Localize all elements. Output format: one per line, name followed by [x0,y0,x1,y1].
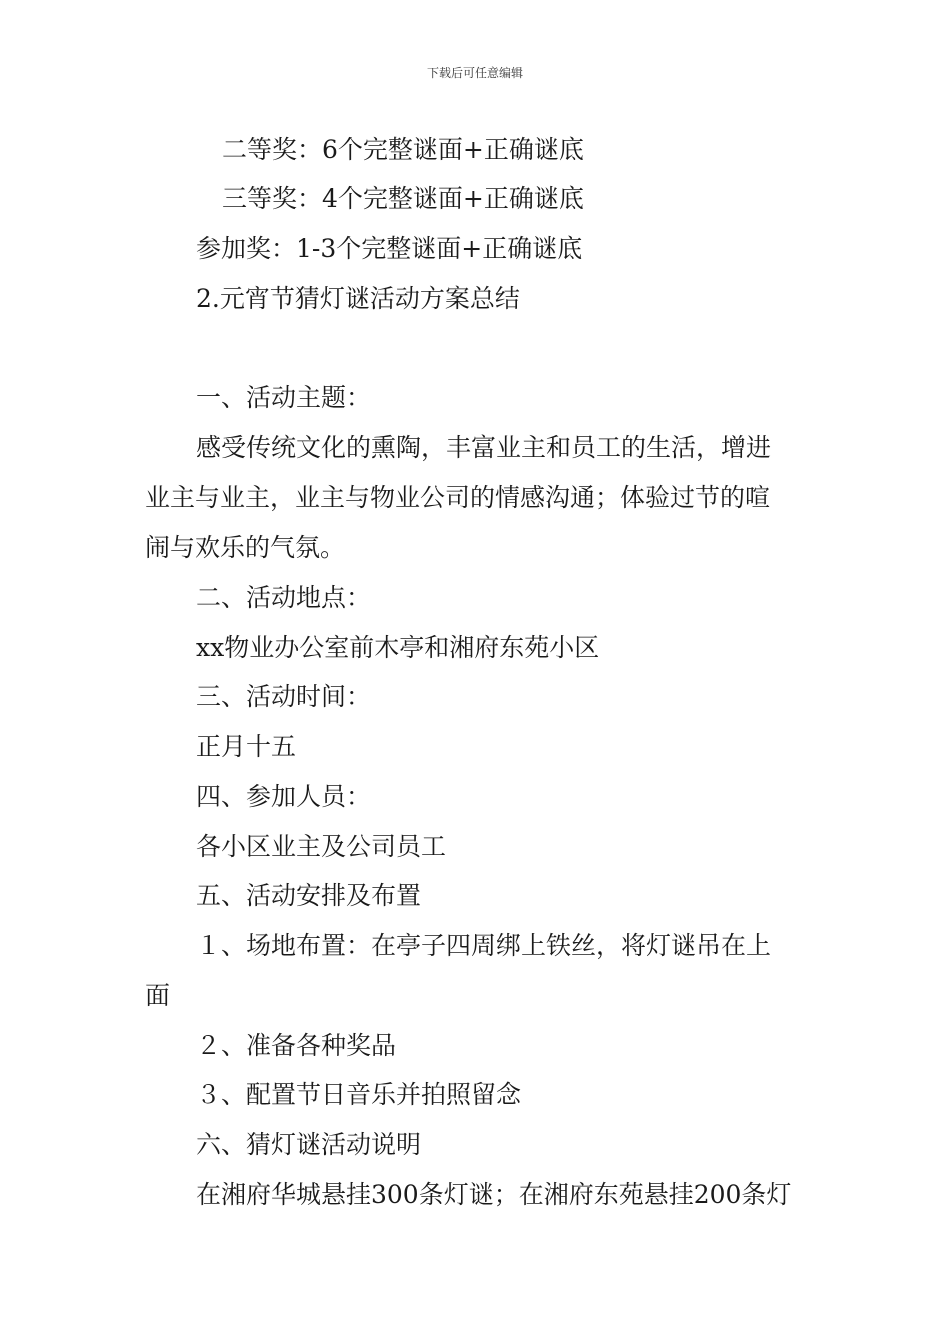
prize-second-line: 二等奖：6个完整谜面+正确谜底 [222,135,584,164]
arrangement-item-1-line-2: 面 [145,981,171,1010]
paragraph-participants: 各小区业主及公司员工 [196,832,447,861]
paragraph-instructions-line-1: 在湘府华城悬挂300条灯谜；在湘府东苑悬挂200条灯 [196,1180,792,1209]
prize-third-line: 三等奖：4个完整谜面+正确谜底 [222,184,584,213]
heading-arrangement: 五、活动安排及布置 [196,881,422,910]
prize-participation-line: 参加奖：1-3个完整谜面+正确谜底 [196,234,583,263]
heading-time: 三、活动时间： [196,682,372,711]
page-header-note: 下载后可任意编辑 [426,66,523,80]
arrangement-item-1-line-1: １、场地布置：在亭子四周绑上铁丝，将灯谜吊在上 [196,931,772,960]
paragraph-time: 正月十五 [196,732,297,761]
paragraph-location: xx物业办公室前木亭和湘府东苑小区 [196,633,600,662]
heading-theme: 一、活动主题： [196,383,372,412]
arrangement-item-3: ３、配置节日音乐并拍照留念 [196,1080,522,1109]
section-title: 2.元宵节猜灯谜活动方案总结 [196,284,520,313]
paragraph-theme-line-1: 感受传统文化的熏陶，丰富业主和员工的生活，增进 [196,433,772,462]
arrangement-item-2: ２、准备各种奖品 [196,1031,397,1060]
heading-participants: 四、参加人员： [196,782,372,811]
heading-instructions: 六、猜灯谜活动说明 [196,1130,422,1159]
heading-location: 二、活动地点： [196,583,372,612]
paragraph-theme-line-3: 闹与欢乐的气氛。 [145,533,346,562]
paragraph-theme-line-2: 业主与业主，业主与物业公司的情感沟通；体验过节的喧 [145,483,771,512]
